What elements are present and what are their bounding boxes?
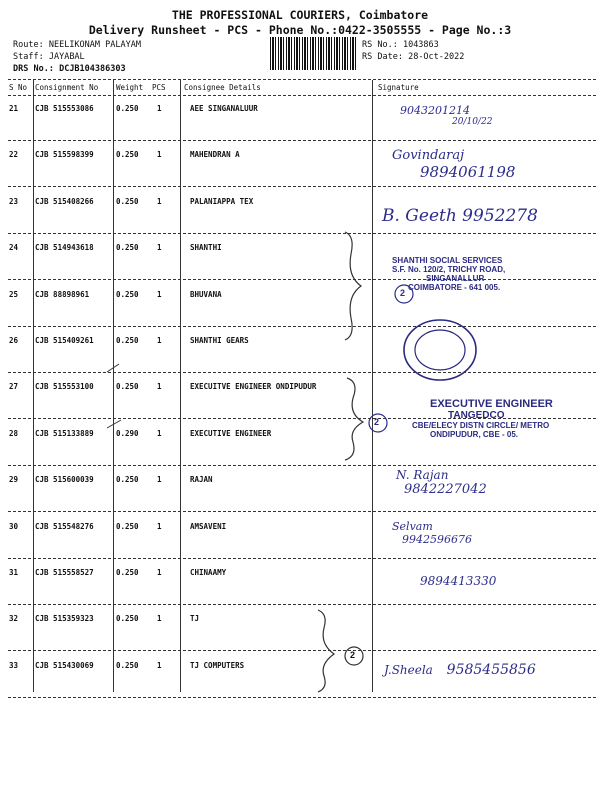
staff-label: Staff: bbox=[13, 52, 44, 62]
cell-consignee: EXECUITVE ENGINEER ONDIPUDUR bbox=[190, 382, 317, 391]
cell-consignment: CJB 514943618 bbox=[35, 243, 94, 252]
cell-sno: 21 bbox=[9, 104, 19, 113]
cell-pcs: 1 bbox=[157, 290, 162, 299]
cell-consignee: MAHENDRAN A bbox=[190, 150, 240, 159]
cell-weight: 0.290 bbox=[116, 429, 139, 438]
cell-consignment: CJB 515558527 bbox=[35, 568, 94, 577]
company-title: THE PROFESSIONAL COURIERS, Coimbatore bbox=[171, 8, 429, 22]
signature-23: B. Geeth 9952278 bbox=[382, 206, 538, 226]
rs-date-value: 28-Oct-2022 bbox=[408, 52, 465, 62]
cell-pcs: 1 bbox=[157, 522, 162, 531]
cell-pcs: 1 bbox=[157, 568, 162, 577]
cell-weight: 0.250 bbox=[116, 104, 139, 113]
cell-weight: 0.250 bbox=[116, 661, 139, 670]
cell-weight: 0.250 bbox=[116, 475, 139, 484]
cell-sno: 26 bbox=[9, 336, 19, 345]
brace-27-28 bbox=[345, 378, 363, 460]
cell-consignee: AMSAVENI bbox=[190, 522, 227, 531]
rs-date-label: RS Date: bbox=[362, 52, 403, 62]
col-consignee: Consignee Details bbox=[184, 83, 261, 92]
cell-weight: 0.250 bbox=[116, 568, 139, 577]
cell-sno: 28 bbox=[9, 429, 19, 438]
cell-sno: 32 bbox=[9, 614, 19, 623]
cell-weight: 0.250 bbox=[116, 522, 139, 531]
cell-weight: 0.250 bbox=[116, 150, 139, 159]
cell-consignment: CJB 515359323 bbox=[35, 614, 94, 623]
signature-33: J.Sheela 9585455856 bbox=[384, 662, 536, 678]
cell-pcs: 1 bbox=[157, 661, 162, 670]
cell-consignee: PALANIAPPA TEX bbox=[190, 197, 254, 206]
signature-21: 9043201214 20/10/22 bbox=[400, 104, 493, 127]
cell-consignment: CJB 515548276 bbox=[35, 522, 94, 531]
cell-consignment: CJB 515408266 bbox=[35, 197, 94, 206]
cell-consignment: CJB 515600039 bbox=[35, 475, 94, 484]
drs-label: DRS No.: bbox=[13, 64, 54, 74]
cell-weight: 0.250 bbox=[116, 382, 139, 391]
cell-pcs: 1 bbox=[157, 382, 162, 391]
cell-sno: 22 bbox=[9, 150, 19, 159]
cell-sno: 24 bbox=[9, 243, 19, 252]
cell-sno: 30 bbox=[9, 522, 19, 531]
staff-value: JAYABAL bbox=[48, 52, 85, 62]
cell-consignee: AEE SINGANALUUR bbox=[190, 104, 258, 113]
rs-no-label: RS No.: bbox=[362, 40, 398, 50]
col-sno: S No bbox=[9, 83, 28, 92]
signature-22: Govindaraj 9894061198 bbox=[392, 148, 516, 181]
runsheet-subtitle: Delivery Runsheet - PCS - Phone No.:0422-3505555 - Page No.:3 bbox=[88, 23, 512, 37]
cell-pcs: 1 bbox=[157, 614, 162, 623]
brace-32-33 bbox=[318, 610, 334, 692]
cell-sno: 29 bbox=[9, 475, 19, 484]
cell-consignee: SHANTHI bbox=[190, 243, 222, 252]
cell-consignee: CHINAAMY bbox=[190, 568, 227, 577]
cell-pcs: 1 bbox=[157, 104, 162, 113]
cell-weight: 0.250 bbox=[116, 290, 139, 299]
cell-weight: 0.250 bbox=[116, 197, 139, 206]
tick-mark bbox=[107, 420, 121, 428]
col-signature: Signature bbox=[378, 83, 419, 92]
cell-pcs: 1 bbox=[157, 197, 162, 206]
cell-pcs: 1 bbox=[157, 336, 162, 345]
cell-consignment: CJB 515133889 bbox=[35, 429, 94, 438]
cell-sno: 33 bbox=[9, 661, 19, 670]
cell-pcs: 1 bbox=[157, 475, 162, 484]
round-seal-inner bbox=[415, 330, 465, 370]
cell-sno: 23 bbox=[9, 197, 19, 206]
col-weight: Weight bbox=[116, 83, 144, 92]
cell-sno: 31 bbox=[9, 568, 19, 577]
signature-30: Selvam 9942596676 bbox=[392, 520, 472, 546]
cell-consignment: CJB 515409261 bbox=[35, 336, 94, 345]
rs-no-value: 1043863 bbox=[402, 40, 439, 50]
col-pcs: PCS bbox=[152, 83, 166, 92]
cell-pcs: 1 bbox=[157, 243, 162, 252]
cell-pcs: 1 bbox=[157, 429, 162, 438]
drs-value: DCJB104386303 bbox=[59, 64, 126, 74]
cell-consignee: TJ COMPUTERS bbox=[190, 661, 245, 670]
route-label: Route: bbox=[13, 40, 44, 50]
signature-31: 9894413330 bbox=[420, 574, 497, 588]
cell-weight: 0.250 bbox=[116, 243, 139, 252]
route-value: NEELIKONAM PALAYAM bbox=[48, 40, 141, 50]
cell-consignment: CJB 88898961 bbox=[35, 290, 90, 299]
cell-weight: 0.250 bbox=[116, 614, 139, 623]
stamp-shanthi: SHANTHI SOCIAL SERVICES S.F. No. 120/2, TRICHY ROAD, SINGANALLUR COIMBATORE - 641 005. bbox=[392, 256, 506, 292]
stamp-executive-engineer: EXECUTIVE ENGINEER TANGEDCO CBE/ELECY DISTN CIRCLE/ METRO ONDIPUDUR, CBE - 05. bbox=[412, 398, 553, 439]
cell-weight: 0.250 bbox=[116, 336, 139, 345]
cell-sno: 27 bbox=[9, 382, 19, 391]
cell-consignment: CJB 515553100 bbox=[35, 382, 94, 391]
cell-consignee: BHUVANA bbox=[190, 290, 222, 299]
cell-consignment: CJB 515430069 bbox=[35, 661, 94, 670]
cell-consignee: RAJAN bbox=[190, 475, 213, 484]
cell-sno: 25 bbox=[9, 290, 19, 299]
cell-consignee: TJ bbox=[190, 614, 200, 623]
cell-pcs: 1 bbox=[157, 150, 162, 159]
cell-consignment: CJB 515598399 bbox=[35, 150, 94, 159]
cell-consignee: EXECUTIVE ENGINEER bbox=[190, 429, 272, 438]
brace-24-25 bbox=[345, 232, 361, 340]
signature-29: N. Rajan 9842227042 bbox=[396, 468, 487, 497]
col-consignment: Consignment No bbox=[35, 83, 99, 92]
cell-consignee: SHANTHI GEARS bbox=[190, 336, 249, 345]
tick-mark bbox=[107, 364, 119, 372]
cell-consignment: CJB 515553086 bbox=[35, 104, 94, 113]
